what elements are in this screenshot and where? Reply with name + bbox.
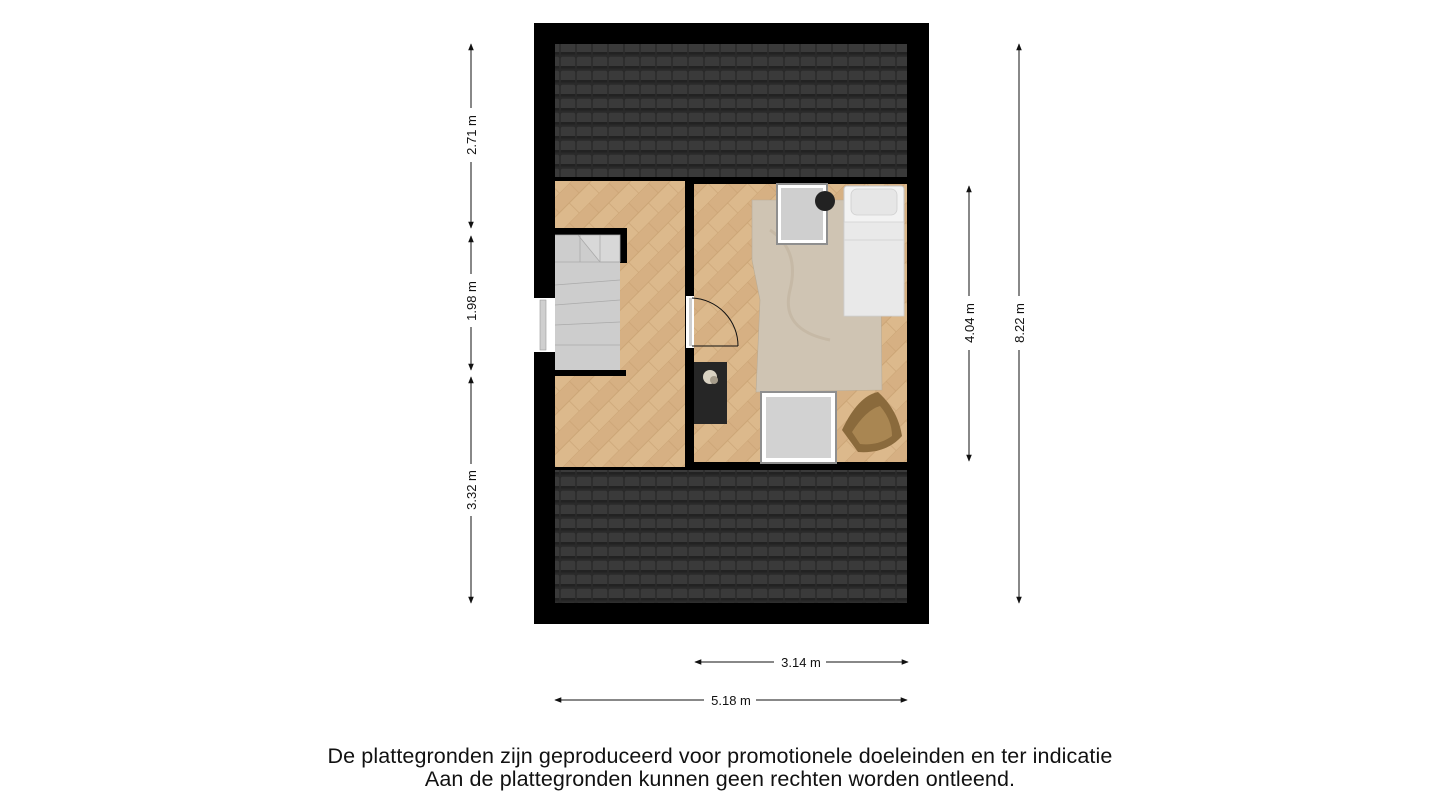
stair-wall-top xyxy=(555,228,627,235)
bedroom-top-wall xyxy=(686,177,907,184)
stair-wall-side xyxy=(620,228,627,263)
staircase xyxy=(555,235,620,370)
dim-left-middle: 1.98 m xyxy=(464,281,479,321)
roof-top xyxy=(555,44,907,177)
dim-left-top: 2.71 m xyxy=(464,115,479,155)
door-leaf xyxy=(689,298,692,346)
disclaimer-line-1: De plattegronden zijn geproduceerd voor promotionele doeleinden en ter indicatie xyxy=(327,744,1113,768)
dim-room-height: 4.04 m xyxy=(962,303,977,343)
dim-left-bottom: 3.32 m xyxy=(464,470,479,510)
bed xyxy=(844,186,904,316)
dim-total-width: 5.18 m xyxy=(711,693,751,708)
disclaimer-line-2: Aan de plattegronden kunnen geen rechten worden ontleend. xyxy=(424,767,1016,791)
dim-room-width: 3.14 m xyxy=(781,655,821,670)
stair-wall-bottom xyxy=(555,370,626,376)
lamp xyxy=(815,191,835,211)
dim-total-height: 8.22 m xyxy=(1012,303,1027,343)
roof-bottom xyxy=(555,470,907,603)
